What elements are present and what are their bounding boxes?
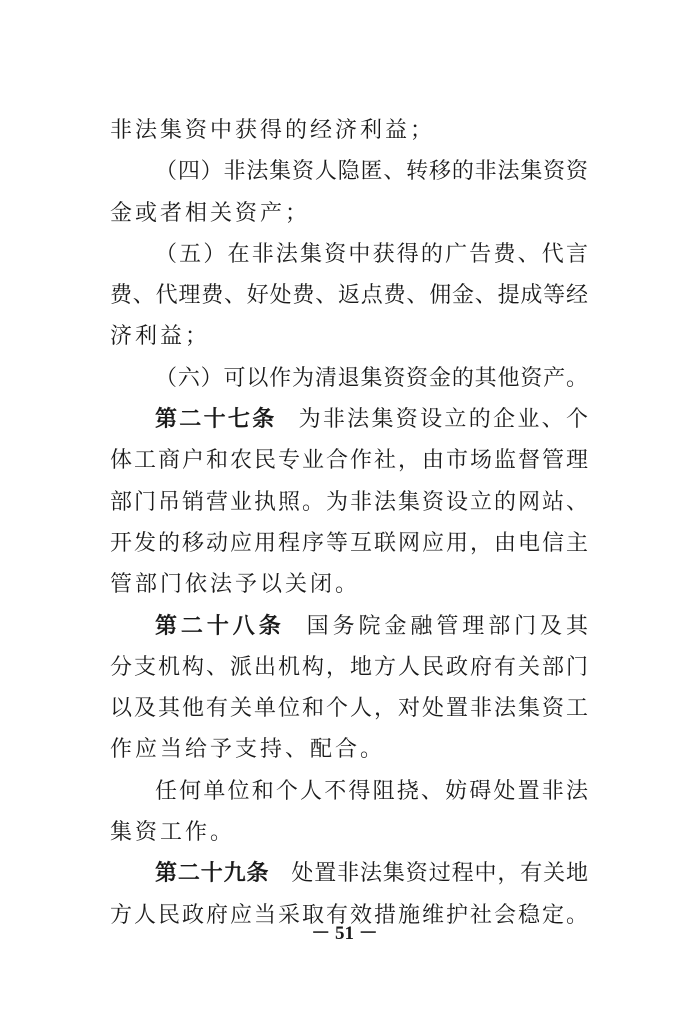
text-line: 金或者相关资产； [110, 200, 311, 226]
text-line: 分支机构、派出机构，地方人民政府有关部门 [110, 654, 588, 680]
text-line: 方人民政府应当采取有效措施维护社会稳定。 [110, 902, 588, 928]
text-line: 非法集资中获得的经济利益； [110, 118, 436, 143]
article-29-heading: 第二十九条 [155, 861, 270, 887]
text-line: 为非法集资设立的企业、个 [298, 407, 588, 433]
article-28-heading: 第二十八条 [155, 613, 285, 639]
text-line: 任何单位和个人不得阻挠、妨碍处置非法 [155, 778, 588, 804]
article-27-heading: 第二十七条 [155, 407, 277, 433]
text-line: 体工商户和农民专业合作社，由市场监督管理 [110, 448, 588, 474]
article-29-first-line [110, 853, 588, 894]
article-28-first-line [110, 606, 588, 647]
document-body [110, 110, 588, 936]
text-line: 处置非法集资过程中，有关地 [291, 861, 588, 887]
text-line: （五）在非法集资中获得的广告费、代言 [155, 241, 588, 267]
text-line: （四）非法集资人隐匿、转移的非法集资资 [155, 159, 588, 185]
text-line: 作应当给予支持、配合。 [110, 737, 386, 763]
text-line: 开发的移动应用程序等互联网应用，由电信主 [110, 530, 588, 556]
text-line: 费、代理费、好处费、返点费、佣金、提成等经 [110, 283, 588, 309]
text-line: （六）可以作为清退集资资金的其他资产。 [155, 365, 588, 391]
text-line: 集资工作。 [110, 820, 236, 846]
text-line: 国务院金融管理部门及其 [306, 613, 588, 639]
text-line: 济利益； [110, 324, 211, 350]
text-line: 部门吊销营业执照。为非法集资设立的网站、 [110, 489, 588, 515]
page-number: － 51 － [311, 923, 378, 944]
article-27-first-line [110, 399, 588, 440]
text-line: 管部门依法予以关闭。 [110, 572, 361, 598]
text-line: 以及其他有关单位和个人，对处置非法集资工 [110, 696, 588, 722]
